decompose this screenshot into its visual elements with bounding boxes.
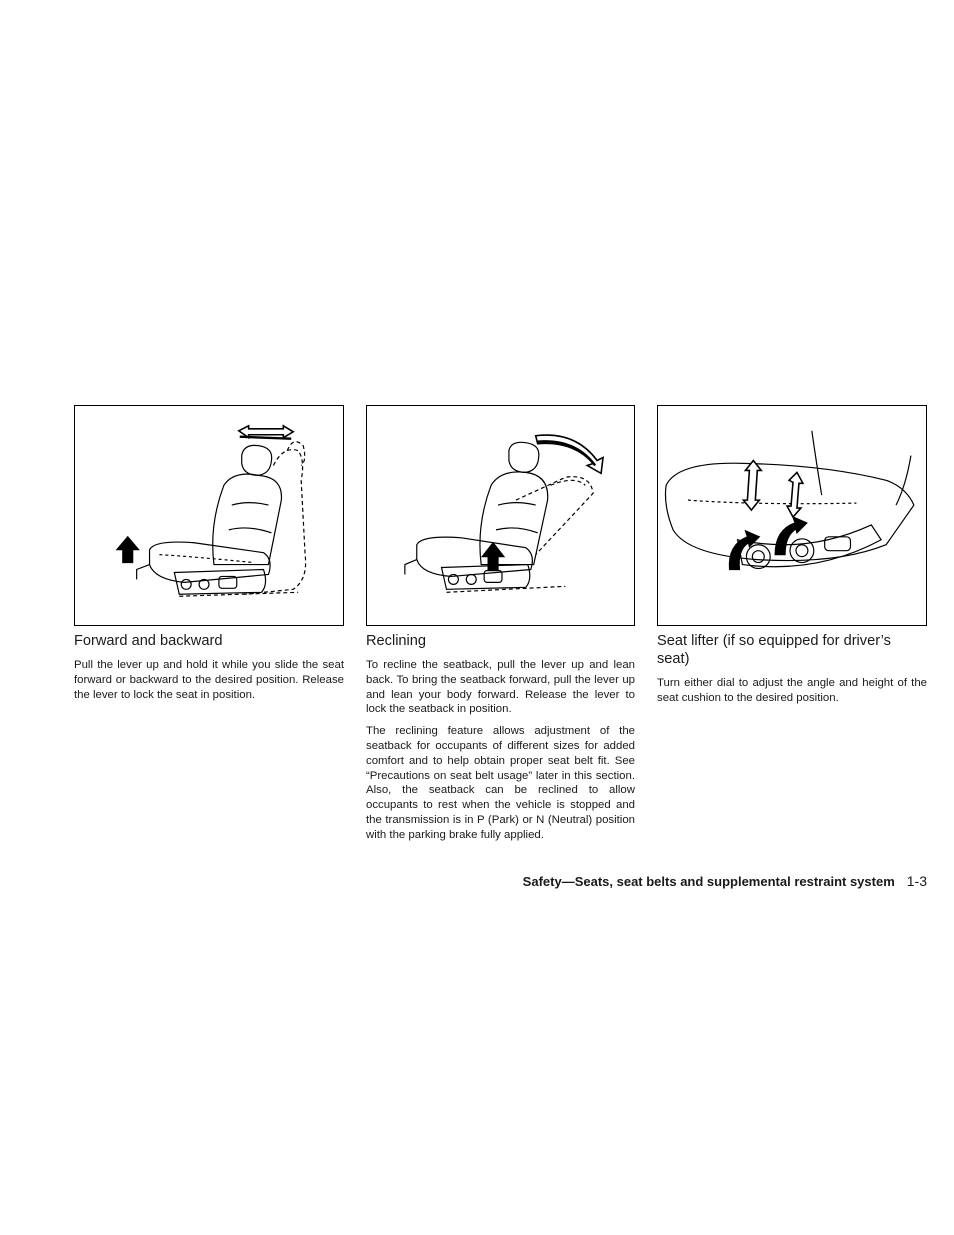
paragraph-seat-lifter: Turn either dial to adjust the angle and height of the seat cushion to the desired position. [657,677,927,704]
paragraph-forward-backward: Pull the lever up and hold it while you slide the seat forward or backward to the desired position. Release the lever to lock the seat in position. [74,659,344,701]
paragraph-reclining-1: To recline the seatback, pull the lever up and lean back. To bring the seatback forward, pull the lever up and lean your body forward. Release the lever to lock the seatback in position. [366,659,635,716]
paragraph-reclining-2: The reclining feature allows adjustment of the seatback for occupants of different sizes for added comfort and to help obtain proper seat belt fit. See “Precautions on seat belt usage” later in this section. Also, the seatback can be reclined to allow occupants to rest when the vehicle is stopped and the transmission is in P (Park) or N (Neutral) position with the parking brake fully applied. [366,725,635,841]
page-footer [523,872,927,891]
section-seat-lifter [657,405,927,706]
seat-lifter-illustration-icon [658,406,926,625]
seat-lifter-figure [657,405,927,626]
seat-slide-figure [74,405,344,626]
seat-recline-figure [366,405,635,626]
seat-slide-illustration-icon [75,406,343,625]
heading-forward-backward: Forward and backward [74,633,223,649]
page-number: 1-3 [906,873,927,889]
section-reclining [366,405,635,843]
heading-reclining: Reclining [366,633,427,649]
section-forward-backward [74,405,344,702]
seat-recline-illustration-icon [367,406,634,625]
heading-seat-lifter: Seat lifter (if so equipped for driver’s seat) [657,633,891,667]
footer-section-title: Safety—Seats, seat belts and supplemental restraint system [522,874,895,889]
